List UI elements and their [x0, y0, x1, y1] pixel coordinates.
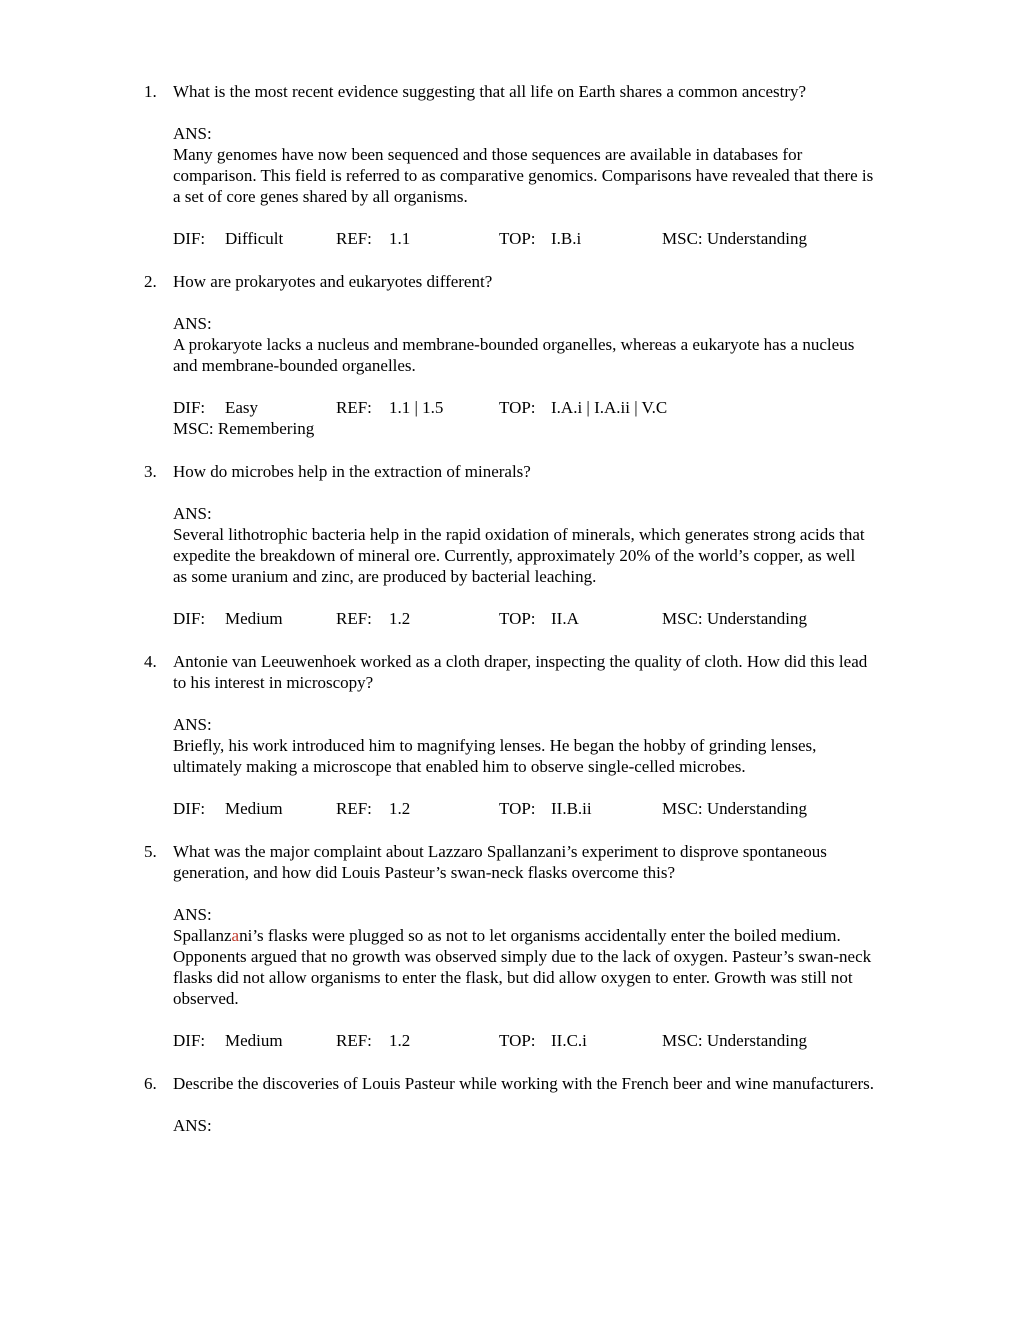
- ref-label: REF:: [336, 398, 372, 417]
- ans-label: ANS:: [173, 504, 212, 523]
- ans-label: ANS:: [173, 715, 212, 734]
- msc-value: MSC: Remembering: [173, 419, 315, 438]
- ref-label: REF:: [336, 609, 372, 628]
- question-text: How are prokaryotes and eukaryotes different?: [173, 272, 493, 291]
- answer-text: flasks did not allow organisms to enter the flask, but did allow oxygen to enter. Growth was still not: [173, 968, 853, 987]
- answer-text: Several lithotrophic bacteria help in the rapid oxidation of minerals, which generates strong acids that: [173, 525, 865, 544]
- answer-text: as some uranium and zinc, are produced by bacterial leaching.: [173, 567, 597, 586]
- question-number: 2.: [144, 272, 157, 291]
- answer-text-rest: ni’s flasks were plugged so as not to let organisms accidentally enter the boiled medium.: [239, 926, 841, 945]
- answer-text: Opponents argued that no growth was observed simply due to the lack of oxygen. Pasteur’s swan-neck: [173, 947, 872, 966]
- question-metadata: [173, 798, 933, 819]
- dif-label: DIF:: [173, 799, 206, 818]
- highlighted-letter: a: [231, 926, 240, 945]
- answer-text: A prokaryote lacks a nucleus and membrane-bounded organelles, whereas a eukaryote has a nucleus: [173, 335, 855, 354]
- dif-value: Medium: [225, 799, 283, 818]
- question-text: Antonie van Leeuwenhoek worked as a cloth draper, inspecting the quality of cloth. How did this lead: [173, 652, 868, 671]
- answer-text: expedite the breakdown of mineral ore. Currently, approximately 20% of the world’s copper, as well: [173, 546, 856, 565]
- top-value: II.A: [551, 609, 579, 628]
- question-text: to his interest in microscopy?: [173, 673, 374, 692]
- top-value: II.B.ii: [551, 799, 592, 818]
- top-label: TOP:: [499, 609, 536, 628]
- top-value: I.B.i: [551, 229, 582, 248]
- ref-label: REF:: [336, 1031, 372, 1050]
- question-text: What is the most recent evidence suggesting that all life on Earth shares a common ancestry?: [173, 82, 807, 101]
- dif-value: Medium: [225, 1031, 283, 1050]
- answer-text: comparison. This field is referred to as comparative genomics. Comparisons have revealed that there is: [173, 166, 874, 185]
- ref-label: REF:: [336, 229, 372, 248]
- question-text: generation, and how did Louis Pasteur’s swan-neck flasks overcome this?: [173, 863, 676, 882]
- ref-value: 1.1: [389, 229, 411, 248]
- answer-text: a set of core genes shared by all organisms.: [173, 187, 468, 206]
- dif-label: DIF:: [173, 398, 206, 417]
- question-text: How do microbes help in the extraction of minerals?: [173, 462, 531, 481]
- dif-value: Medium: [225, 609, 283, 628]
- ref-value: 1.2: [389, 799, 411, 818]
- dif-label: DIF:: [173, 229, 206, 248]
- question-number: 6.: [144, 1074, 157, 1093]
- ans-label: ANS:: [173, 905, 212, 924]
- msc-value: MSC: Understanding: [662, 799, 807, 818]
- question-text: Describe the discoveries of Louis Pasteur while working with the French beer and wine manufacturers.: [173, 1074, 875, 1093]
- top-label: TOP:: [499, 229, 536, 248]
- msc-value: MSC: Understanding: [662, 229, 807, 248]
- top-value: II.C.i: [551, 1031, 587, 1050]
- question-metadata: [173, 608, 933, 629]
- ref-value: 1.2: [389, 1031, 411, 1050]
- answer-text-start: Spallanz: [173, 926, 232, 945]
- dif-value: Easy: [225, 398, 259, 417]
- answer-text: ultimately making a microscope that enabled him to observe single-celled microbes.: [173, 757, 746, 776]
- answer-text: Many genomes have now been sequenced and those sequences are available in databases for: [173, 145, 803, 164]
- top-label: TOP:: [499, 799, 536, 818]
- msc-value: MSC: Understanding: [662, 1031, 807, 1050]
- question-metadata: [173, 228, 933, 249]
- ans-label: ANS:: [173, 124, 212, 143]
- top-value: I.A.i | I.A.ii | V.C: [551, 398, 668, 417]
- ref-label: REF:: [336, 799, 372, 818]
- dif-value: Difficult: [225, 229, 284, 248]
- top-label: TOP:: [499, 1031, 536, 1050]
- ref-value: 1.1 | 1.5: [389, 398, 444, 417]
- question-number: 1.: [144, 82, 157, 101]
- ans-label: ANS:: [173, 314, 212, 333]
- question-number: 4.: [144, 652, 157, 671]
- dif-label: DIF:: [173, 609, 206, 628]
- question-metadata: [173, 1030, 933, 1051]
- ans-label: ANS:: [173, 1116, 212, 1135]
- question-number: 3.: [144, 462, 157, 481]
- msc-value: MSC: Understanding: [662, 609, 807, 628]
- answer-text: Briefly, his work introduced him to magnifying lenses. He began the hobby of grinding lenses,: [173, 736, 817, 755]
- top-label: TOP:: [499, 398, 536, 417]
- answer-text: and membrane-bounded organelles.: [173, 356, 416, 375]
- question-metadata: [173, 397, 933, 418]
- answer-text: [173, 925, 933, 946]
- question-number: 5.: [144, 842, 157, 861]
- ref-value: 1.2: [389, 609, 411, 628]
- question-metadata-cont: [173, 418, 933, 439]
- question-text: What was the major complaint about Lazzaro Spallanzani’s experiment to disprove spontaneous: [173, 842, 827, 861]
- dif-label: DIF:: [173, 1031, 206, 1050]
- answer-text: observed.: [173, 989, 239, 1008]
